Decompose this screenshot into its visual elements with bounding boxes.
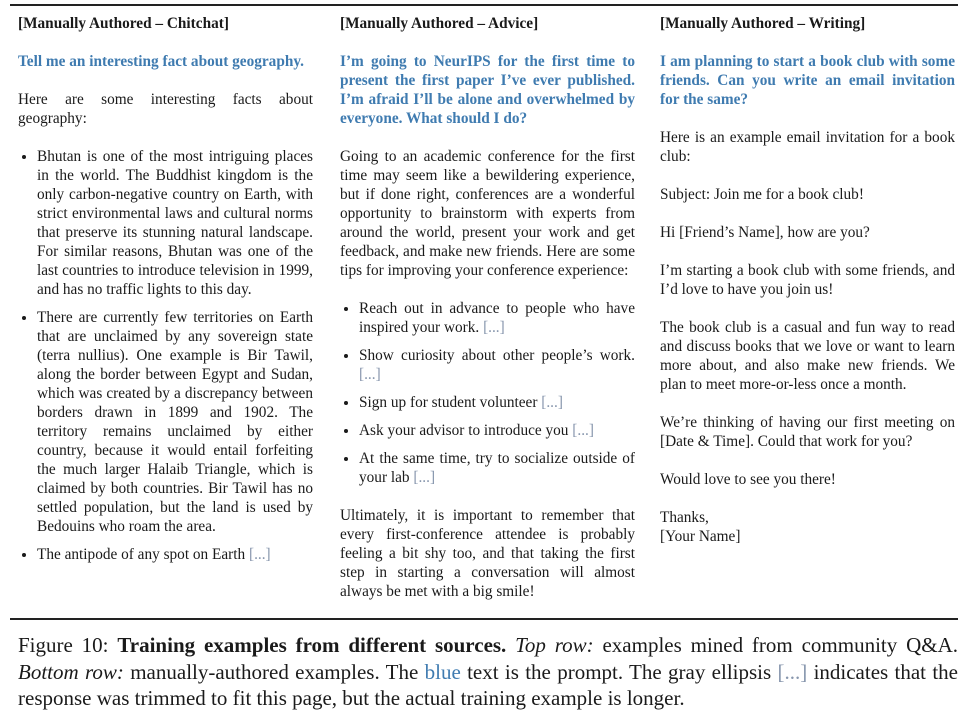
- bullet-list: [18, 147, 313, 564]
- paragraph: We’re thinking of having our first meeting on [Date & Time]. Could that work for you?: [660, 414, 955, 450]
- column-advice: [340, 14, 635, 620]
- paragraph: Subject: Join me for a book club!: [660, 186, 864, 203]
- list-item: • At the same time, try to socialize outside of your lab [...]: [359, 449, 635, 487]
- paragraph: I’m starting a book club with some friends, and I’d love to have you join us!: [660, 262, 955, 298]
- paragraph: Thanks, [Your Name]: [660, 509, 741, 545]
- column-header: [Manually Authored – Writing]: [660, 15, 866, 32]
- bottom-rule: [10, 618, 958, 620]
- figure-caption: Figure 10: Training examples from different sources. Top row: examples mined from community Q&A. Bottom row: manually-authored examples. The blue text is the prompt. The gray ellipsis [...] indicates that the response was trimmed to fit this page, but the actual training example is longer.: [18, 633, 958, 710]
- prompt-text: Tell me an interesting fact about geography.: [18, 53, 304, 70]
- column-header: [Manually Authored – Advice]: [340, 15, 539, 32]
- column-writing: [660, 14, 955, 565]
- list-item: • Bhutan is one of the most intriguing places in the world. The Buddhist kingdom is the only carbon-negative country on Earth, with strict environmental laws and cultural norms that preserve its stunning natural landscape. For similar reasons, Bhutan was one of the last countries to introduce television in 1999, and has no traffic lights to this day.: [37, 147, 313, 299]
- list-item: • Sign up for student volunteer [...]: [359, 393, 635, 412]
- paragraph: Here is an example email invitation for a book club:: [660, 129, 955, 165]
- top-rule: [10, 4, 958, 6]
- paragraph: The book club is a casual and fun way to read and discuss books that we love or want to learn more about, and also make new friends. We plan to meet more-or-less once a month.: [660, 319, 955, 393]
- ellipsis: [...]: [248, 546, 271, 563]
- list-item: • Reach out in advance to people who have inspired your work. [...]: [359, 299, 635, 337]
- list-item: • There are currently few territories on Earth that are unclaimed by any sovereign state (terra nullius). One example is Bir Tawil, along the border between Egypt and Sudan, which was created by a discrepancy between borders drawn in 1899 and 1902. The territory remains unclaimed by either country, because it would entail forfeiting the much larger Halaib Triangle, which is claimed by both countries. Bir Tawil has no settled population, but the land is used by Bedouins who roam the area.: [37, 308, 313, 536]
- column-chitchat: [18, 14, 313, 583]
- prompt-text: I’m going to NeurIPS for the first time to present the first paper I’ve ever published. I’m afraid I’ll be alone and overwhelmed by everyone. What should I do?: [340, 53, 635, 127]
- column-header: [Manually Authored – Chitchat]: [18, 15, 229, 32]
- paragraph: Hi [Friend’s Name], how are you?: [660, 224, 870, 241]
- list-item: • Show curiosity about other people’s work. [...]: [359, 346, 635, 384]
- response-intro: Here are some interesting facts about geography:: [18, 91, 313, 127]
- response-intro: Going to an academic conference for the first time may seem like a bewildering experience, but if done right, conferences are a wonderful opportunity to brainstorm with experts from around the world, present your work and get feedback, and make new friends. Here are some tips for improving your conference experience:: [340, 148, 635, 279]
- prompt-text: I am planning to start a book club with some friends. Can you write an email invitation for the same?: [660, 53, 955, 108]
- response-outro: Ultimately, it is important to remember that every first-conference attendee is probably feeling a bit shy too, and that taking the first step in starting a conversation will almost always be met with a big smile!: [340, 507, 635, 600]
- list-item: • The antipode of any spot on Earth [...]: [37, 545, 313, 564]
- bullet-list: [340, 299, 635, 487]
- paragraph: Would love to see you there!: [660, 471, 836, 488]
- list-item: • Ask your advisor to introduce you [...]: [359, 421, 635, 440]
